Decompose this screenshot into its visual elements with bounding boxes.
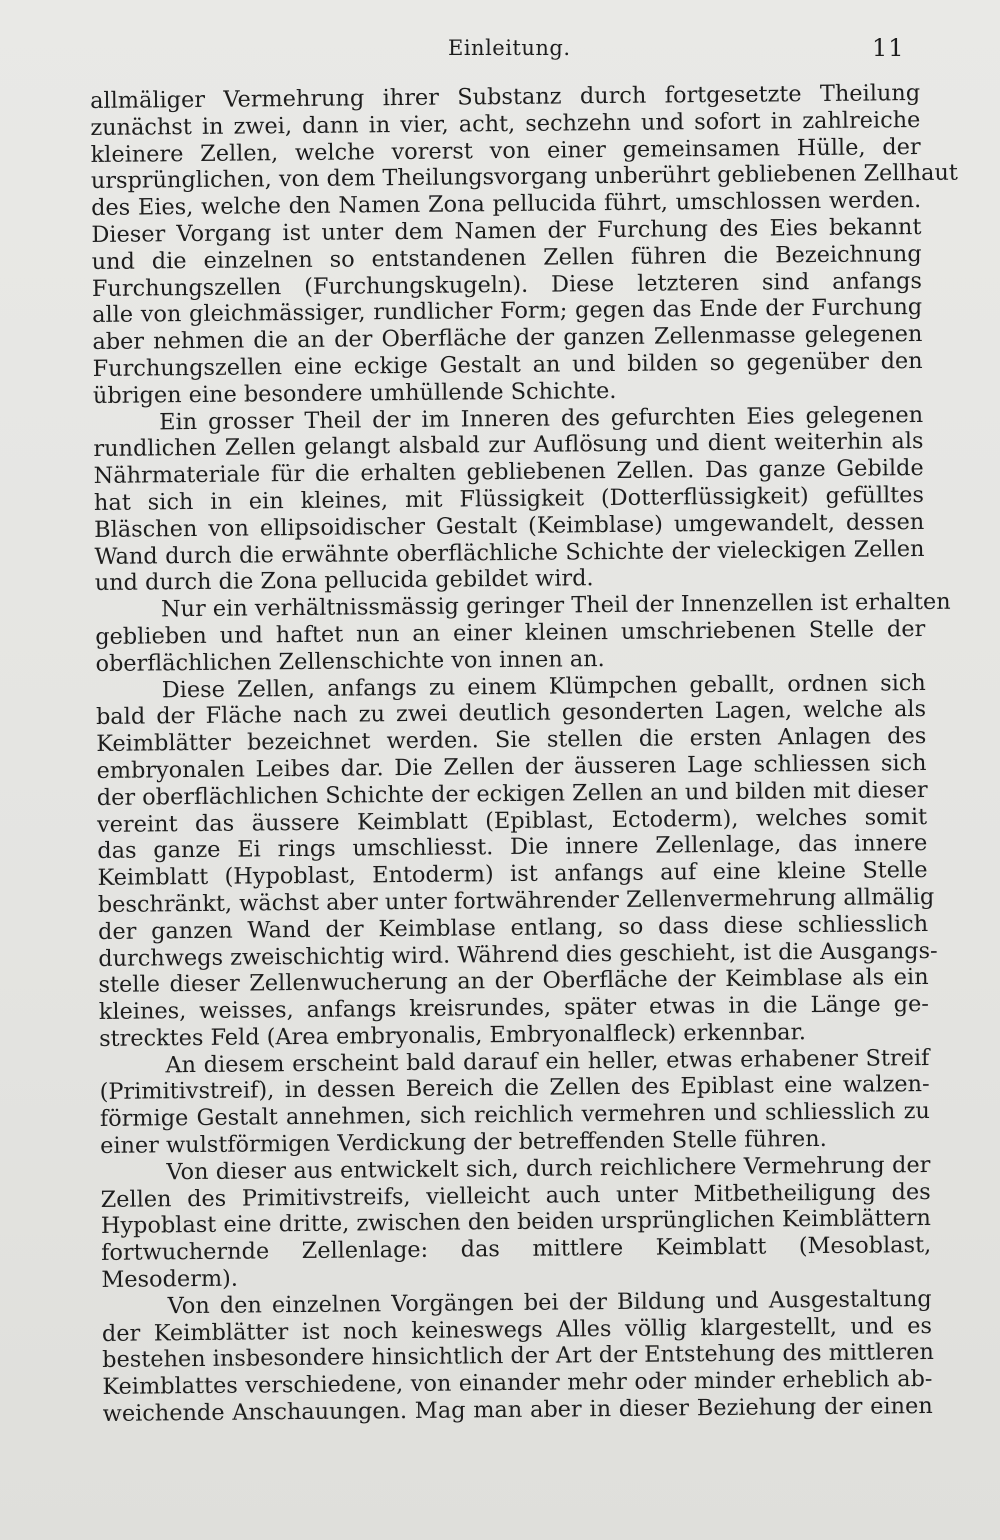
text-line: einer wulstförmigen Verdickung der betreffenden Stelle führen. (100, 1126, 827, 1160)
text-line: und die einzelnen so entstandenen Zellen führen die Bezeichnung (91, 240, 922, 275)
text-line: Furchungszellen eine eckige Gestalt an und bilden so gegenüber den (92, 347, 923, 382)
text-line: Furchungszellen (Furchungskugeln). Diese letzteren sind anfangs (91, 267, 923, 302)
text-line: förmige Gestalt annehmen, sich reichlich vermehren und schliesslich zu (99, 1098, 930, 1133)
text-line: Hypoblast eine dritte, zwischen den beiden ursprünglichen Keimblättern (100, 1205, 932, 1240)
text-line: beschränkt, wächst aber unter fortwährender Zellenvermehrung allmälig (97, 883, 935, 918)
text-line: An diesem erscheint bald darauf ein heller, etwas erhabener Streif (165, 1044, 930, 1079)
text-line: bald der Fläche nach zu zwei deutlich gesonderten Lagen, welche als (95, 696, 927, 731)
text-line: der Keimblätter ist noch keineswegs Alles völlig klargestellt, und es (101, 1312, 933, 1347)
body-text (90, 80, 958, 1428)
text-line: und durch die Zona pellucida gebildet wird. (94, 565, 594, 597)
text-line: durchwegs zweischichtig wird. Während dies geschieht, ist die Ausgangs- (98, 937, 938, 972)
text-line: oberflächlichen Zellenschichte von innen an. (95, 645, 605, 677)
text-line: bestehen insbesondere hinsichtlich der Art der Entstehung des mittleren (102, 1339, 934, 1374)
text-line: aber nehmen die an der Oberfläche der ganzen Zellenmasse gelegenen (92, 321, 923, 356)
text-line: Von dieser aus entwickelt sich, durch reichlichere Vermehrung der (166, 1151, 931, 1186)
text-line: vereint das äussere Keimblatt (Epiblast, Ectoderm), welches somit (96, 803, 928, 838)
text-line: strecktes Feld (Area embryonalis, Embryonalfleck) erkennbar. (99, 1019, 807, 1052)
text-line: fortwuchernde Zellenlage: das mittlere Keimblatt (Mesoblast, (101, 1232, 932, 1267)
text-line: Keimblattes verschiedene, von einander mehr oder minder erheblich ab- (102, 1366, 933, 1401)
text-line: zunächst in zwei, dann in vier, acht, sechzehn und sofort in zahlreiche (90, 106, 921, 141)
text-line: übrigen eine besondere umhüllende Schichte. (92, 377, 617, 409)
text-line: stelle dieser Zellenwucherung an der Oberfläche der Keimblase als ein (98, 964, 929, 999)
text-line: Diese Zellen, anfangs zu einem Klümpchen geballt, ordnen sich (161, 669, 926, 703)
text-line: Keimblätter bezeichnet werden. Sie stellen die ersten Anlagen des (96, 723, 927, 758)
text-line: Bläschen von ellipsoidischer Gestalt (Keimblase) umgewandelt, dessen (94, 508, 925, 543)
text-line: ursprünglichen, von dem Theilungsvorgang unberührt gebliebenen Zellhaut (90, 160, 958, 195)
text-line: das ganze Ei rings umschliesst. Die innere Zellenlage, das innere (97, 830, 928, 865)
text-line: Nur ein verhältnissmässig geringer Theil der Innenzellen ist erhalten (160, 588, 951, 623)
text-line: der oberflächlichen Schichte der eckigen Zellen an und bilden mit dieser (96, 776, 928, 811)
text-line: Mesoderm). (101, 1265, 239, 1294)
text-line: embryonalen Leibes dar. Die Zellen der äusseren Lage schliessen sich (96, 749, 927, 784)
text-line: weichende Anschauungen. Mag man aber in dieser Beziehung der einen (102, 1393, 933, 1427)
text-line: (Primitivstreif), in dessen Bereich die Zellen des Epiblast eine walzen- (99, 1071, 930, 1106)
text-line: Dieser Vorgang ist unter dem Namen der Furchung des Eies bekannt (91, 214, 922, 248)
text-line: Keimblatt (Hypoblast, Entoderm) ist anfangs auf eine kleine Stelle (97, 857, 928, 892)
text-line: kleinere Zellen, welche vorerst von einer gemeinsamen Hülle, der (90, 133, 921, 168)
text-line: Wand durch die erwähnte oberflächliche Schichte der vieleckigen Zellen (94, 535, 925, 570)
text-line: des Eies, welche den Namen Zona pellucida führt, umschlossen werden. (91, 187, 922, 222)
text-line: rundlichen Zellen gelangt alsbald zur Auflösung und dient weiterhin als (93, 428, 924, 463)
text-line: hat sich in ein kleines, mit Flüssigkeit (Dotterflüssigkeit) gefülltes (93, 481, 925, 516)
text-line: kleines, weisses, anfangs kreisrundes, später etwas in die Länge ge- (98, 991, 929, 1026)
page-number: 11 (872, 34, 905, 62)
text-line: Von den einzelnen Vorgängen bei der Bildung und Ausgestaltung (167, 1285, 932, 1320)
text-line: geblieben und haftet nun an einer kleinen umschriebenen Stelle der (95, 615, 926, 650)
text-line: Ein grosser Theil der im Inneren des gefurchten Eies gelegenen (159, 401, 924, 435)
text-line: alle von gleichmässiger, rundlicher Form; gegen das Ende der Furchung (92, 294, 923, 329)
running-head: Einleitung. (448, 36, 571, 60)
text-line: Nährmateriale für die erhalten gebliebenen Zellen. Das ganze Gebilde (93, 455, 924, 490)
text-line: Zellen des Primitivstreifs, vielleicht auch unter Mitbetheiligung des (100, 1178, 931, 1213)
text-line: allmäliger Vermehrung ihrer Substanz durch fortgesetzte Theilung (90, 80, 921, 114)
text-line: der ganzen Wand der Keimblase entlang, so dass diese schliesslich (97, 910, 929, 945)
